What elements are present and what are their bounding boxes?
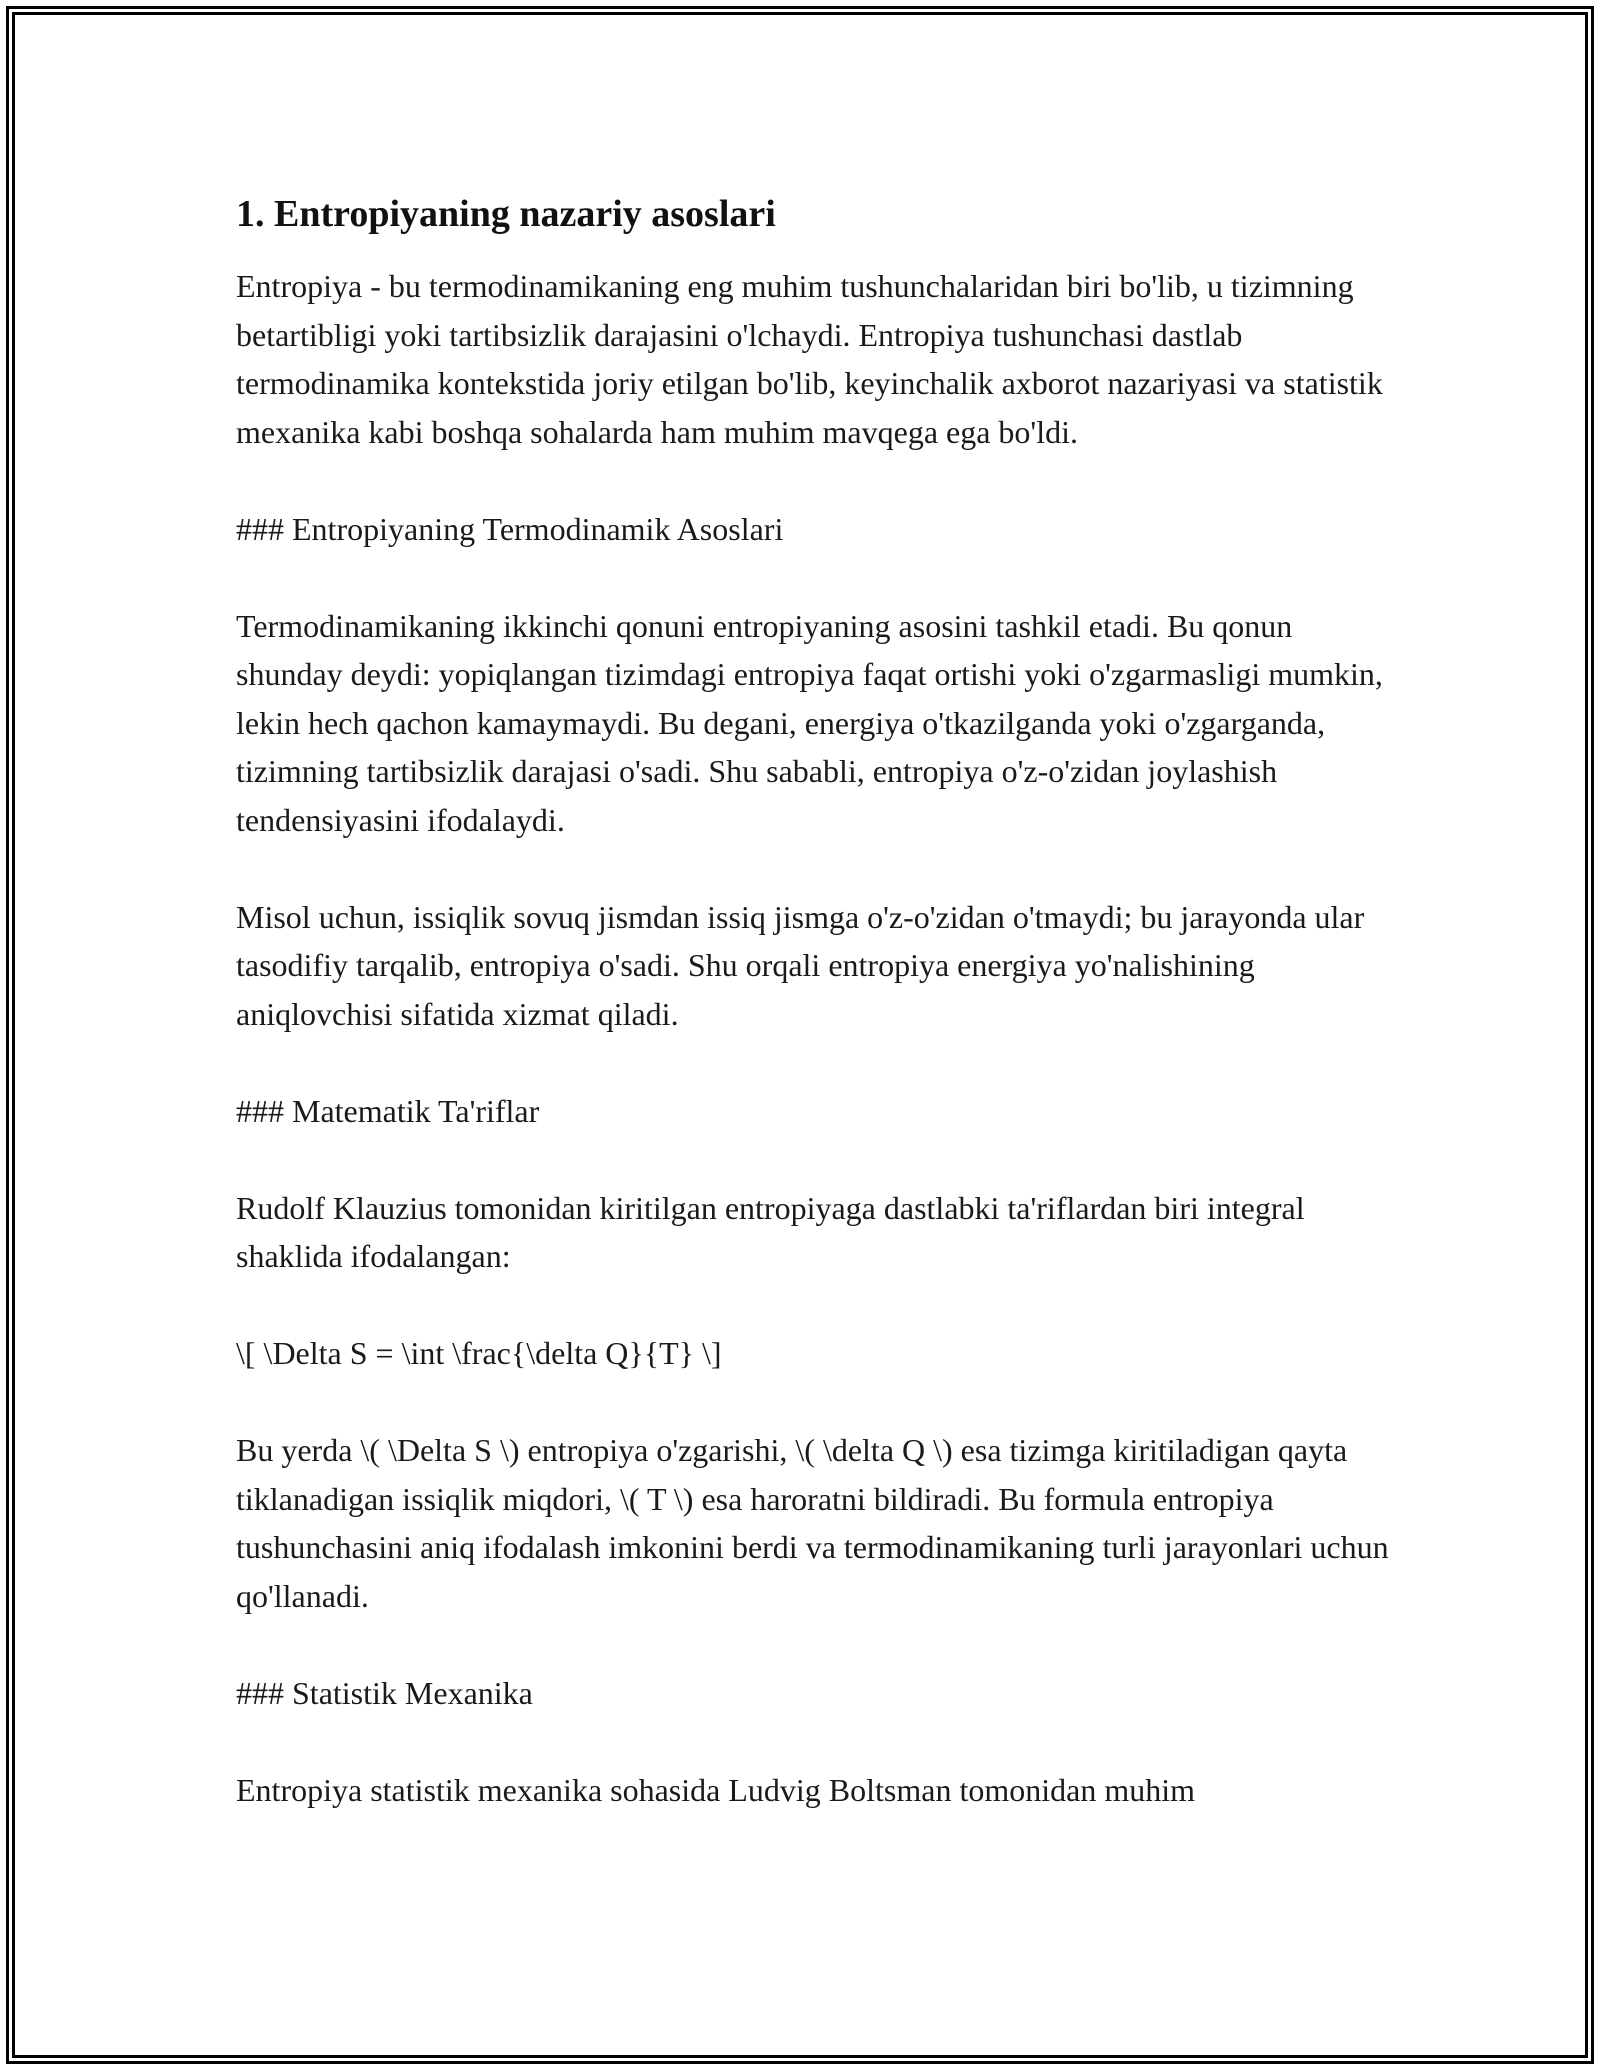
markdown-heading-math-definitions: ### Matematik Ta'riflar [236,1092,540,1129]
markdown-heading-thermodynamic-basics: ### Entropiyaning Termodinamik Asoslari [236,510,784,547]
document-body [236,190,1396,1863]
paragraph-example: Misol uchun, issiqlik sovuq jismdan issiq jismga o'z-o'zidan o'tmaydi; bu jarayonda ular tasodifiy tarqalib, entropiya o'sadi. Shu orqali entropiya energiya yo'nalishining aniqlovchisi sifatida xizmat qiladi. [236,898,1365,1032]
paragraph-intro: Entropiya - bu termodinamikaning eng muhim tushunchalaridan biri bo'lib, u tizimning betartibligi yoki tartibsizlik darajasini o'lchaydi. Entropiya tushunchasi dastlab termodinamika kontekstida joriy etilgan bo'lib, keyinchalik axborot nazariyasi va statistik mexanika kabi boshqa sohalarda ham muhim mavqega ega bo'ldi. [236,268,1383,450]
paragraph-clausius: Rudolf Klauzius tomonidan kiritilgan entropiyaga dastlabki ta'riflardan biri integral shaklida ifodalangan: [236,1189,1305,1274]
document-title: 1. Entropiyaning nazariy asoslari [236,193,776,235]
paragraph-formula-explanation: Bu yerda \( \Delta S \) entropiya o'zgarishi, \( \delta Q \) esa tizimga kiritiladigan qayta tiklanadigan issiqlik miqdori, \( T \) esa haroratni bildiradi. Bu formula entropiya tushunchasini aniq ifodalash imkonini berdi va termodinamikaning turli jarayonlari uchun qo'llanadi. [236,1432,1389,1614]
markdown-heading-statistical-mechanics: ### Statistik Mexanika [236,1674,533,1711]
paragraph-boltzmann: Entropiya statistik mexanika sohasida Ludvig Boltsman tomonidan muhim [236,1771,1195,1808]
formula-entropy-integral: \[ \Delta S = \int \frac{\delta Q}{T} \] [236,1335,722,1371]
paragraph-second-law: Termodinamikaning ikkinchi qonuni entropiyaning asosini tashkil etadi. Bu qonun shunday deydi: yopiqlangan tizimdagi entropiya faqat ortishi yoki o'zgarmasligi mumkin, lekin hech qachon kamaymaydi. Bu degani, energiya o'tkazilganda yoki o'zgarganda, tizimning tartibsizlik darajasi o'sadi. Shu sababli, entropiya o'z-o'zidan joylashish tendensiyasini ifodalaydi. [236,607,1383,838]
